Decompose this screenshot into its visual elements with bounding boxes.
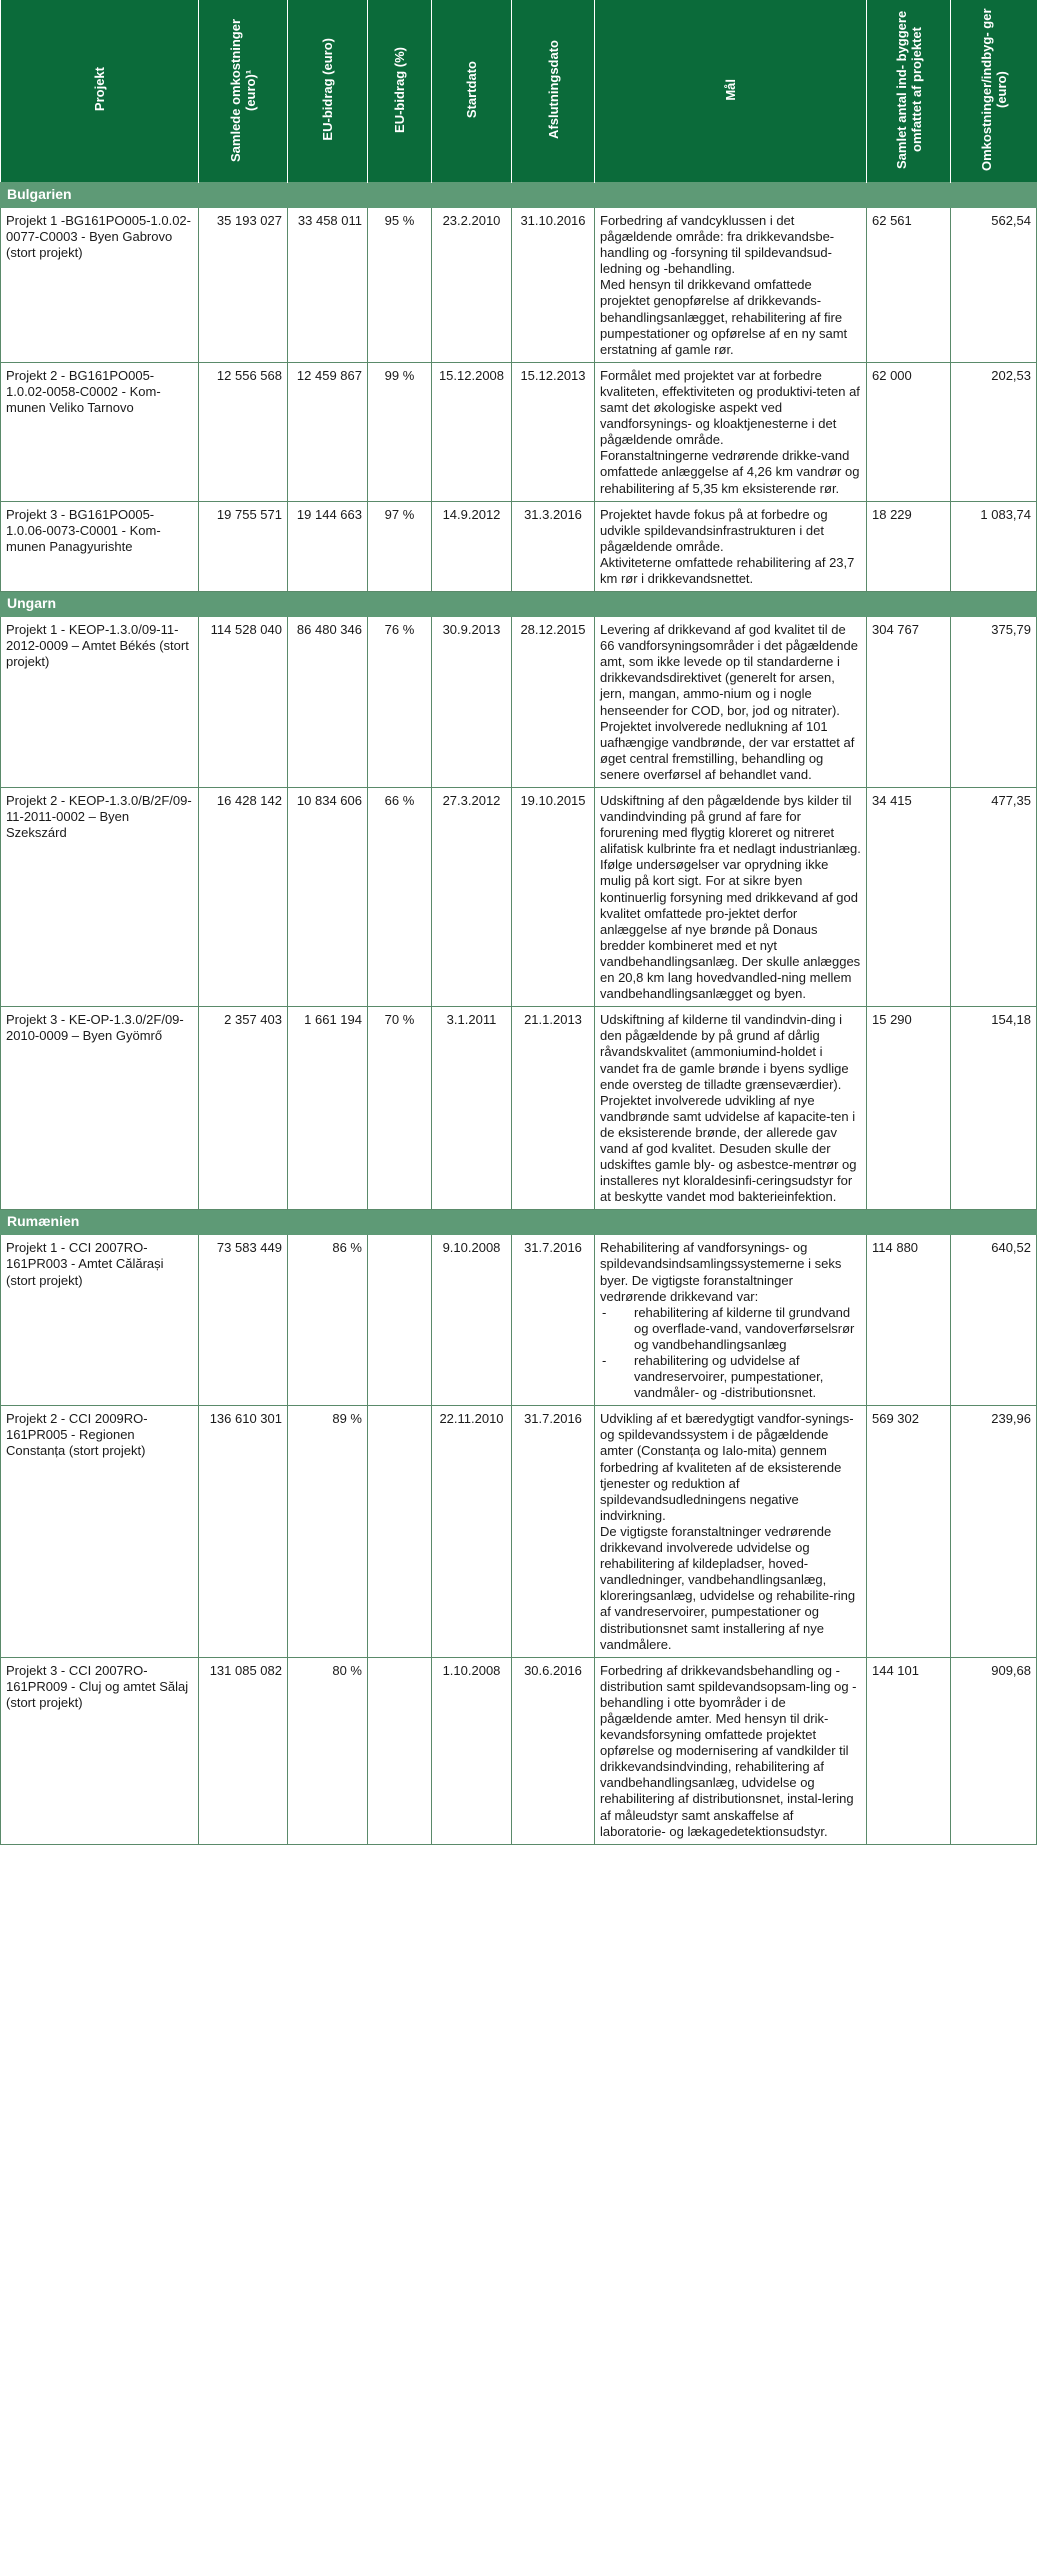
cell-antal: 114 880 bbox=[867, 1235, 951, 1406]
cell-startdato: 15.12.2008 bbox=[432, 362, 512, 501]
cell-maal bbox=[595, 1657, 867, 1844]
cell-eu-bidrag: 10 834 606 bbox=[288, 788, 368, 1007]
maal-paragraph: Formålet med projektet var at forbedre kvaliteten, effektiviteten og produktivi-teten af samt det økologiske aspekt ved vandforsynings- og kloaktjenesterne i det pågældende område. bbox=[600, 367, 860, 448]
cell-startdato: 9.10.2008 bbox=[432, 1235, 512, 1406]
maal-paragraph: Med hensyn til drikkevand omfattede projektet genopførelse af drikkevands-behandlingsanlægget, rehabilitering af fire pumpestationer og opførelse af en ny samt erstatning af gamle rør. bbox=[600, 277, 848, 357]
cell-maal bbox=[595, 788, 867, 1007]
maal-paragraph: Projektet involverede nedlukning af 101 uafhængige vandbrønde, der var erstattet af øget central fremstilling, behandling og senere overførsel af behandlet vand. bbox=[600, 718, 855, 782]
cell-projekt: Projekt 3 - KE-OP-1.3.0/2F/09-2010-0009 – Byen Gyömrő bbox=[1, 1007, 199, 1210]
header-eu-bidrag: EU-bidrag (euro) bbox=[288, 0, 368, 183]
cell-eu-bidrag: 19 144 663 bbox=[288, 501, 368, 591]
maal-list bbox=[600, 1305, 861, 1402]
section-title: Ungarn bbox=[1, 592, 1037, 617]
header-maal: Mål bbox=[595, 0, 867, 183]
cell-samlede: 73 583 449 bbox=[199, 1235, 288, 1406]
cell-afslutningsdato: 19.10.2015 bbox=[512, 788, 595, 1007]
cell-samlede: 19 755 571 bbox=[199, 501, 288, 591]
cell-antal: 304 767 bbox=[867, 617, 951, 788]
cell-samlede: 131 085 082 bbox=[199, 1657, 288, 1844]
cell-eu-bidrag: 80 % bbox=[288, 1657, 368, 1844]
cell-samlede: 35 193 027 bbox=[199, 208, 288, 363]
cell-eu-pct: 95 % bbox=[368, 208, 432, 363]
maal-paragraph: Forbedring af vandcyklussen i det pågældende område: fra drikkevandsbe-handling og -forsyning til spildevandsud-ledning og -behandling. bbox=[600, 213, 835, 277]
cell-eu-bidrag: 1 661 194 bbox=[288, 1007, 368, 1210]
cell-projekt: Projekt 1 - KEOP-1.3.0/09-11-2012-0009 – Amtet Békés (stort projekt) bbox=[1, 617, 199, 788]
cell-eu-pct bbox=[368, 1406, 432, 1657]
cell-samlede: 114 528 040 bbox=[199, 617, 288, 788]
cell-antal: 144 101 bbox=[867, 1657, 951, 1844]
cell-maal bbox=[595, 362, 867, 501]
table-row bbox=[1, 208, 1037, 363]
cell-eu-bidrag: 89 % bbox=[288, 1406, 368, 1657]
cell-maal bbox=[595, 208, 867, 363]
cell-eu-pct: 70 % bbox=[368, 1007, 432, 1210]
maal-paragraph: De vigtigste foranstaltninger vedrørende drikkevand involverede udvidelse og rehabilitering af kildepladser, hoved-vandledninger, vandbehandlingsanlæg, kloreringsanlæg, udvidelse og rehabilite-ring af vandreservoirer, pumpestationer og distributionsnet samt installering af nye vandmålere. bbox=[600, 1523, 856, 1652]
cell-projekt: Projekt 2 - KEOP-1.3.0/B/2F/09-11-2011-0002 – Byen Szekszárd bbox=[1, 788, 199, 1007]
cell-omk-ind: 239,96 bbox=[951, 1406, 1037, 1657]
cell-eu-bidrag: 33 458 011 bbox=[288, 208, 368, 363]
header-samlede: Samlede omkostninger (euro)¹ bbox=[199, 0, 288, 183]
cell-eu-pct: 97 % bbox=[368, 501, 432, 591]
cell-projekt: Projekt 1 - CCI 2007RO-161PR003 - Amtet Călărași (stort projekt) bbox=[1, 1235, 199, 1406]
cell-samlede: 2 357 403 bbox=[199, 1007, 288, 1210]
maal-paragraph: Levering af drikkevand af god kvalitet til de 66 vandforsyningsområder i det pågældende amt, som ikke levede op til standarderne i drikkevandsdirektivet (generelt for arsen, jern, mangan, ammo-nium og i nogle henseender for COD, bor, jod og nitrater). bbox=[600, 622, 859, 718]
header-projekt: Projekt bbox=[1, 0, 199, 183]
header-afslutningsdato: Afslutningsdato bbox=[512, 0, 595, 183]
table-header bbox=[1, 0, 1037, 183]
cell-startdato: 3.1.2011 bbox=[432, 1007, 512, 1210]
cell-afslutningsdato: 21.1.2013 bbox=[512, 1007, 595, 1210]
cell-afslutningsdato: 31.10.2016 bbox=[512, 208, 595, 363]
header-omk-ind: Omkostninger/indbyg- ger (euro) bbox=[951, 0, 1037, 183]
maal-paragraph: Rehabilitering af vandforsynings- og spildevandsindsamlingssystemerne i seks byer. De vigtigste foranstaltninger vedrørende drikkevand var: bbox=[600, 1240, 842, 1304]
cell-projekt: Projekt 3 - CCI 2007RO-161PR009 - Cluj og amtet Sălaj (stort projekt) bbox=[1, 1657, 199, 1844]
cell-omk-ind: 477,35 bbox=[951, 788, 1037, 1007]
maal-paragraph: Aktiviteterne omfattede rehabilitering af 23,7 km rør i drikkevandsnettet. bbox=[600, 554, 855, 586]
table-row bbox=[1, 1657, 1037, 1844]
cell-afslutningsdato: 15.12.2013 bbox=[512, 362, 595, 501]
header-eu-pct: EU-bidrag (%) bbox=[368, 0, 432, 183]
cell-eu-bidrag: 86 480 346 bbox=[288, 617, 368, 788]
cell-startdato: 1.10.2008 bbox=[432, 1657, 512, 1844]
cell-eu-pct bbox=[368, 1657, 432, 1844]
cell-antal: 569 302 bbox=[867, 1406, 951, 1657]
cell-afslutningsdato: 31.7.2016 bbox=[512, 1406, 595, 1657]
cell-omk-ind: 562,54 bbox=[951, 208, 1037, 363]
cell-projekt: Projekt 2 - BG161PO005-1.0.02-0058-C0002 - Kom-munen Veliko Tarnovo bbox=[1, 362, 199, 501]
cell-afslutningsdato: 31.3.2016 bbox=[512, 501, 595, 591]
table-row bbox=[1, 1406, 1037, 1657]
table-row bbox=[1, 788, 1037, 1007]
cell-maal bbox=[595, 1406, 867, 1657]
cell-omk-ind: 909,68 bbox=[951, 1657, 1037, 1844]
maal-paragraph: Forbedring af drikkevandsbehandling og -distribution samt spildevandsopsam-ling og -behandling i otte byområder i de pågældende amter. Med hensyn til drik-kevandsforsyning omfattede projektet opførelse og modernisering af vandkilder til drikkevandsindvinding, rehabilitering af vandbehandlingsanlæg, udvidelse og rehabilitering af distributionsnet, instal-lering af måleudstyr samt anskaffelse af laboratorie- og lækagedetektionsudstyr. bbox=[600, 1662, 857, 1839]
cell-samlede: 16 428 142 bbox=[199, 788, 288, 1007]
cell-projekt: Projekt 2 - CCI 2009RO-161PR005 - Regionen Constanța (stort projekt) bbox=[1, 1406, 199, 1657]
cell-maal bbox=[595, 501, 867, 591]
cell-afslutningsdato: 31.7.2016 bbox=[512, 1235, 595, 1406]
section-row bbox=[1, 1210, 1037, 1235]
table-row bbox=[1, 501, 1037, 591]
cell-maal bbox=[595, 1235, 867, 1406]
cell-antal: 62 000 bbox=[867, 362, 951, 501]
cell-startdato: 23.2.2010 bbox=[432, 208, 512, 363]
cell-antal: 18 229 bbox=[867, 501, 951, 591]
cell-afslutningsdato: 30.6.2016 bbox=[512, 1657, 595, 1844]
cell-eu-pct: 99 % bbox=[368, 362, 432, 501]
section-row bbox=[1, 592, 1037, 617]
section-title: Bulgarien bbox=[1, 183, 1037, 208]
cell-eu-pct: 66 % bbox=[368, 788, 432, 1007]
cell-maal bbox=[595, 617, 867, 788]
cell-maal bbox=[595, 1007, 867, 1210]
maal-paragraph: Udskiftning af kilderne til vandindvin-ding i den pågældende by på grund af dårlig råvandskvalitet (ammoniumind-holdet i vandet fra de gamle brønde i byens sydlige ende oversteg de tilladte grænseværdier). bbox=[600, 1012, 849, 1092]
header-antal: Samlet antal ind- byggere omfattet af projektet bbox=[867, 0, 951, 183]
cell-projekt: Projekt 1 -BG161PO005-1.0.02-0077-C0003 - Byen Gabrovo (stort projekt) bbox=[1, 208, 199, 363]
cell-startdato: 14.9.2012 bbox=[432, 501, 512, 591]
cell-projekt: Projekt 3 - BG161PO005-1.0.06-0073-C0001 - Kom-munen Panagyurishte bbox=[1, 501, 199, 591]
maal-paragraph: Projektet havde fokus på at forbedre og udvikle spildevandsinfrastrukturen i det pågældende område. bbox=[600, 506, 828, 554]
cell-startdato: 22.11.2010 bbox=[432, 1406, 512, 1657]
cell-eu-bidrag: 86 % bbox=[288, 1235, 368, 1406]
section-row bbox=[1, 183, 1037, 208]
maal-list-item: - rehabilitering og udvidelse af vandreservoirer, pumpestationer, vandmåler- og -distributionsnet. bbox=[600, 1353, 861, 1401]
cell-omk-ind: 154,18 bbox=[951, 1007, 1037, 1210]
table-row bbox=[1, 1007, 1037, 1210]
cell-antal: 34 415 bbox=[867, 788, 951, 1007]
cell-omk-ind: 375,79 bbox=[951, 617, 1037, 788]
table-body bbox=[1, 183, 1037, 1845]
cell-startdato: 27.3.2012 bbox=[432, 788, 512, 1007]
table-row bbox=[1, 617, 1037, 788]
cell-eu-bidrag: 12 459 867 bbox=[288, 362, 368, 501]
cell-samlede: 12 556 568 bbox=[199, 362, 288, 501]
cell-startdato: 30.9.2013 bbox=[432, 617, 512, 788]
cell-afslutningsdato: 28.12.2015 bbox=[512, 617, 595, 788]
cell-samlede: 136 610 301 bbox=[199, 1406, 288, 1657]
cell-omk-ind: 202,53 bbox=[951, 362, 1037, 501]
maal-paragraph: Udskiftning af den pågældende bys kilder til vandindvinding på grund af fare for forurening med flygtig kloreret og nitreret alifatisk kulbrinte fra et nedlagt industrianlæg. Ifølge undersøgelser var oprydning ikke mulig på kort sigt. For at sikre byen kontinuerlig forsyning med drikkevand af god kvalitet omfattede pro-jektet derfor anlæggelse af nye brønde på Donaus bredder kombineret med et nyt vandbehandlingsanlæg. Der skulle anlægges en 20,8 km lang hovedvandled-ning mellem vandbehandlingsanlægget og byen. bbox=[600, 793, 861, 1002]
cell-antal: 62 561 bbox=[867, 208, 951, 363]
table-row bbox=[1, 1235, 1037, 1406]
cell-eu-pct bbox=[368, 1235, 432, 1406]
section-title: Rumænien bbox=[1, 1210, 1037, 1235]
maal-paragraph: Foranstaltningerne vedrørende drikke-vand omfattede anlæggelse af 4,26 km vandrør og rehabilitering af 5,35 km eksisterende rør. bbox=[600, 448, 860, 496]
maal-paragraph: Udvikling af et bæredygtigt vandfor-synings- og spildevandssystem i de pågældende amter (Constanța og Ialo-mita) gennem forbedring af kvaliteten af de eksisterende tjenester og reduktion af spildevandsudledningens negative indvirkning. bbox=[600, 1411, 854, 1523]
header-startdato: Startdato bbox=[432, 0, 512, 183]
cell-eu-pct: 76 % bbox=[368, 617, 432, 788]
cell-omk-ind: 1 083,74 bbox=[951, 501, 1037, 591]
maal-paragraph: Projektet involverede udvikling af nye vandbrønde samt udvidelse af kapacite-ten i de eksisterende brønde, der allerede gav vand af god kvalitet. Desuden skulle der udskiftes gamle bly- og asbestce-mentrør og installeres nyt kloraldesinfi-ceringsudstyr for at beskytte vandet mod bakterieinfektion. bbox=[600, 1092, 857, 1205]
cell-omk-ind: 640,52 bbox=[951, 1235, 1037, 1406]
table-row bbox=[1, 362, 1037, 501]
cell-antal: 15 290 bbox=[867, 1007, 951, 1210]
maal-list-item: - rehabilitering af kilderne til grundvand og overflade-vand, vandoverførselsrør og vandbehandlingsanlæg bbox=[600, 1305, 861, 1353]
